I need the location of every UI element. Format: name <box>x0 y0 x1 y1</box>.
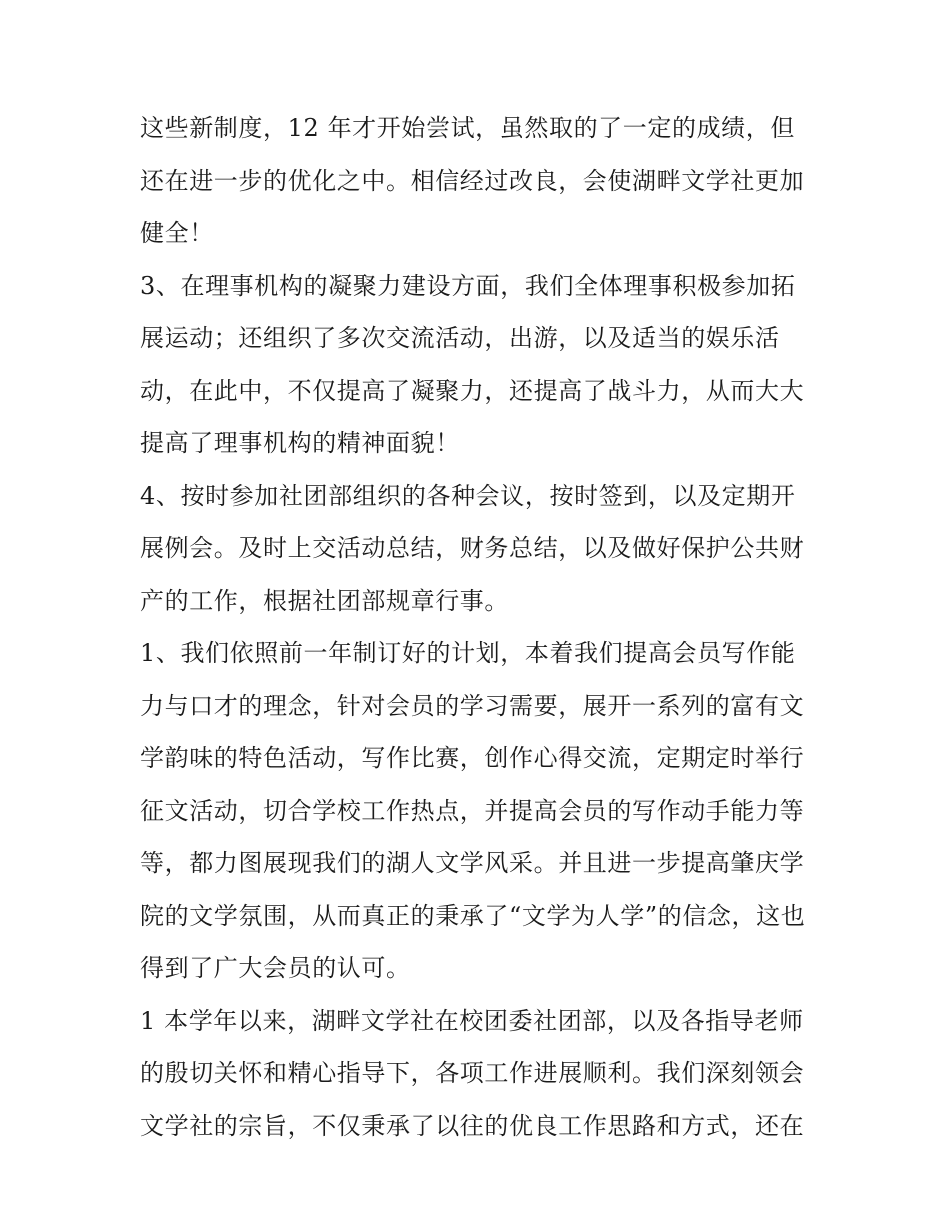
text-line: 征文活动，切合学校工作热点，并提高会员的写作动手能力等 <box>140 796 805 825</box>
text-line: 还在进一步的优化之中。相信经过改良，会使湖畔文学社更加 <box>140 166 805 195</box>
text-line: 3、在理事机构的凝聚力建设方面，我们全体理事积极参加拓 <box>140 271 796 300</box>
text-line: 动，在此中，不仅提高了凝聚力，还提高了战斗力，从而大大 <box>140 376 805 405</box>
text-line: 产的工作，根据社团部规章行事。 <box>140 586 509 615</box>
text-line: 提高了理事机构的精神面貌！ <box>140 429 460 457</box>
text-line: 学韵味的特色活动，写作比赛，创作心得交流，定期定时举行 <box>140 744 805 772</box>
text-line: 展例会。及时上交活动总结，财务总结，以及做好保护公共财 <box>140 534 805 562</box>
text-line: 得到了广大会员的认可。 <box>140 954 411 982</box>
text-line: 的殷切关怀和精心指导下，各项工作进展顺利。我们深刻领会 <box>140 1059 805 1087</box>
document-body <box>140 108 820 1158</box>
text-line: 院的文学氛围，从而真正的秉承了“文学为人学”的信念，这也 <box>140 901 806 930</box>
text-line: 1、我们依照前一年制订好的计划，本着我们提高会员写作能 <box>140 639 796 667</box>
text-line: 这些新制度，12 年才开始尝试，虽然取的了一定的成绩，但 <box>140 114 795 142</box>
text-line: 展运动；还组织了多次交流活动，出游，以及适当的娱乐活 <box>140 324 780 352</box>
text-line: 力与口才的理念，针对会员的学习需要，展开一系列的富有文 <box>140 691 805 720</box>
text-line: 等，都力图展现我们的湖人文学风采。并且进一步提高肇庆学 <box>140 849 805 877</box>
text-line: 1 本学年以来，湖畔文学社在校团委社团部，以及各指导老师 <box>140 1006 804 1035</box>
text-line: 健全！ <box>140 219 214 247</box>
text-line: 文学社的宗旨，不仅秉承了以往的优良工作思路和方式，还在 <box>140 1111 805 1140</box>
text-line: 4、按时参加社团部组织的各种会议，按时签到，以及定期开 <box>140 481 796 510</box>
